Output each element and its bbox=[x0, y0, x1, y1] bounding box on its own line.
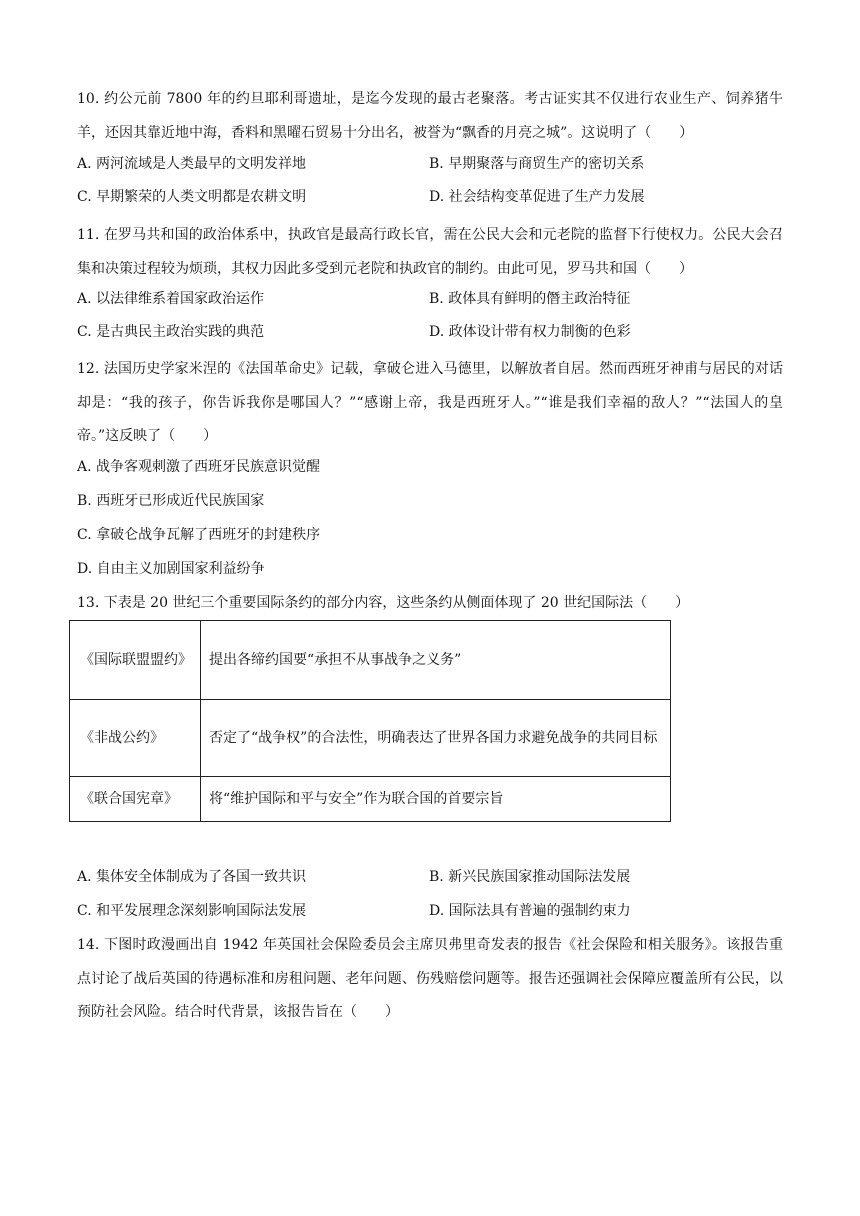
question-11-option-d[interactable]: D. 政体设计带有权力制衡的色彩 bbox=[429, 324, 631, 340]
question-10-option-b[interactable]: B. 早期聚落与商贸生产的密切关系 bbox=[429, 156, 645, 172]
treaty-table bbox=[69, 620, 671, 822]
question-10-option-c[interactable]: C. 早期繁荣的人类文明都是农耕文明 bbox=[77, 189, 307, 205]
treaty-content-cell: 提出各缔约国要“承担不从事战争之义务” bbox=[201, 621, 671, 700]
question-12-option-a[interactable]: A. 战争客观刺激了西班牙民族意识觉醒 bbox=[77, 459, 321, 475]
treaty-name-cell: 《国际联盟盟约》 bbox=[70, 621, 201, 700]
question-13-option-d[interactable]: D. 国际法具有普遍的强制约束力 bbox=[429, 903, 631, 919]
question-12-option-c[interactable]: C. 拿破仑战争瓦解了西班牙的封建秩序 bbox=[77, 527, 321, 543]
question-10-option-a[interactable]: A. 两河流域是人类最早的文明发祥地 bbox=[77, 156, 307, 172]
question-12-stem: 12. 法国历史学家米涅的《法国革命史》记载，拿破仑进入马德里，以解放者自居。然而西班牙神甫与居民的对话却是：“我的孩子，你告诉我你是哪国人？”“感谢上帝，我是西班牙人。”“谁是我们幸福的敌人？”“法国人的皇帝。”这反映了（ ） bbox=[77, 361, 783, 444]
question-11-option-a[interactable]: A. 以法律维系着国家政治运作 bbox=[77, 291, 265, 307]
question-13-stem: 13. 下表是 20 世纪三个重要国际条约的部分内容，这些条约从侧面体现了 20 世纪国际法（ ） bbox=[77, 595, 690, 611]
treaty-name-cell: 《非战公约》 bbox=[70, 700, 201, 777]
question-12-option-d[interactable]: D. 自由主义加剧国家利益纷争 bbox=[77, 561, 265, 577]
treaty-content-cell: 将“维护国际和平与安全”作为联合国的首要宗旨 bbox=[201, 777, 671, 822]
question-14-stem: 14. 下图时政漫画出自 1942 年英国社会保险委员会主席贝弗里奇发表的报告《社会保险和相关服务》。该报告重点讨论了战后英国的待遇标准和房租问题、老年问题、伤残赔偿问题等。报告还强调社会保障应覆盖所有公民，以预防社会风险。结合时代背景，该报告旨在（ ） bbox=[77, 937, 783, 1020]
question-10-option-d[interactable]: D. 社会结构变革促进了生产力发展 bbox=[429, 189, 645, 205]
question-11-stem: 11. 在罗马共和国的政治体系中，执政官是最高行政长官，需在公民大会和元老院的监督下行使权力。公民大会召集和决策过程较为烦琐，其权力因此多受到元老院和执政官的制约。由此可见，罗马共和国（ ） bbox=[77, 227, 783, 277]
question-13-option-a[interactable]: A. 集体安全体制成为了各国一致共识 bbox=[77, 869, 307, 885]
question-10-stem: 10. 约公元前 7800 年的约旦耶利哥遗址，是迄今发现的最古老聚落。考古证实其不仅进行农业生产、饲养猪牛羊，还因其靠近地中海，香料和黑曜石贸易十分出名，被誉为“飘香的月亮之城”。这说明了（ ） bbox=[77, 91, 783, 141]
treaty-content-cell: 否定了“战争权”的合法性，明确表达了世界各国力求避免战争的共同目标 bbox=[201, 700, 671, 777]
table-row bbox=[70, 700, 671, 777]
treaty-name-cell: 《联合国宪章》 bbox=[70, 777, 201, 822]
question-11-option-c[interactable]: C. 是古典民主政治实践的典范 bbox=[77, 324, 265, 340]
question-13-option-b[interactable]: B. 新兴民族国家推动国际法发展 bbox=[429, 869, 631, 885]
table-row bbox=[70, 777, 671, 822]
question-13-option-c[interactable]: C. 和平发展理念深刻影响国际法发展 bbox=[77, 903, 307, 919]
question-12-option-b[interactable]: B. 西班牙已形成近代民族国家 bbox=[77, 493, 265, 509]
question-11-option-b[interactable]: B. 政体具有鲜明的僭主政治特征 bbox=[429, 291, 631, 307]
table-row bbox=[70, 621, 671, 700]
